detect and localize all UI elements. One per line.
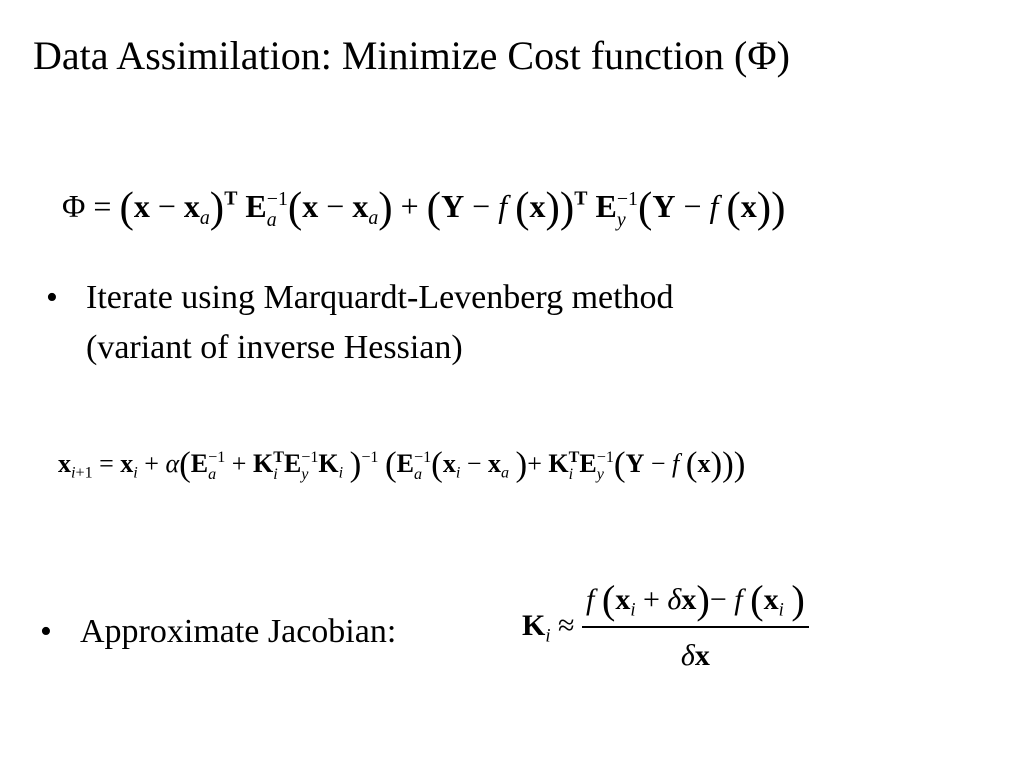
jacobian-fraction: $\frac{f (x_i + \delta x)- f (x_i )}{\delta x}$ <box>582 580 809 676</box>
cost-function-equation: $\Phi = (x - x_a)^T$ E −1 a $(x - x_a) + (Y - f$ (x))$^T$ E −1 y (Y − f (x)) <box>62 184 786 232</box>
bullet-dot: • <box>46 279 58 316</box>
slide-title: Data Assimilation: Minimize Cost function (Φ) <box>33 33 790 78</box>
bullet-dot: • <box>40 613 52 650</box>
iteration-equation: $x_{i+1} = x_i + \alpha(E$ −1 a + K T i E −1 y $K_i$ )$^{-1}$ (E −1 a ($x_i - x_a$ )+ K T i E −1 y (Y − f (x))) <box>58 444 746 484</box>
jacobian-equation: $K_i$ ≈ $\frac{f (x_i + \delta x)- f (x_i )}{\delta x}$ <box>522 580 809 676</box>
bullet-text: Approximate Jacobian: <box>80 613 397 650</box>
bullet-text: Iterate using Marquardt-Levenberg method <box>86 279 674 316</box>
bullet-text: (variant of inverse Hessian) <box>86 329 463 366</box>
